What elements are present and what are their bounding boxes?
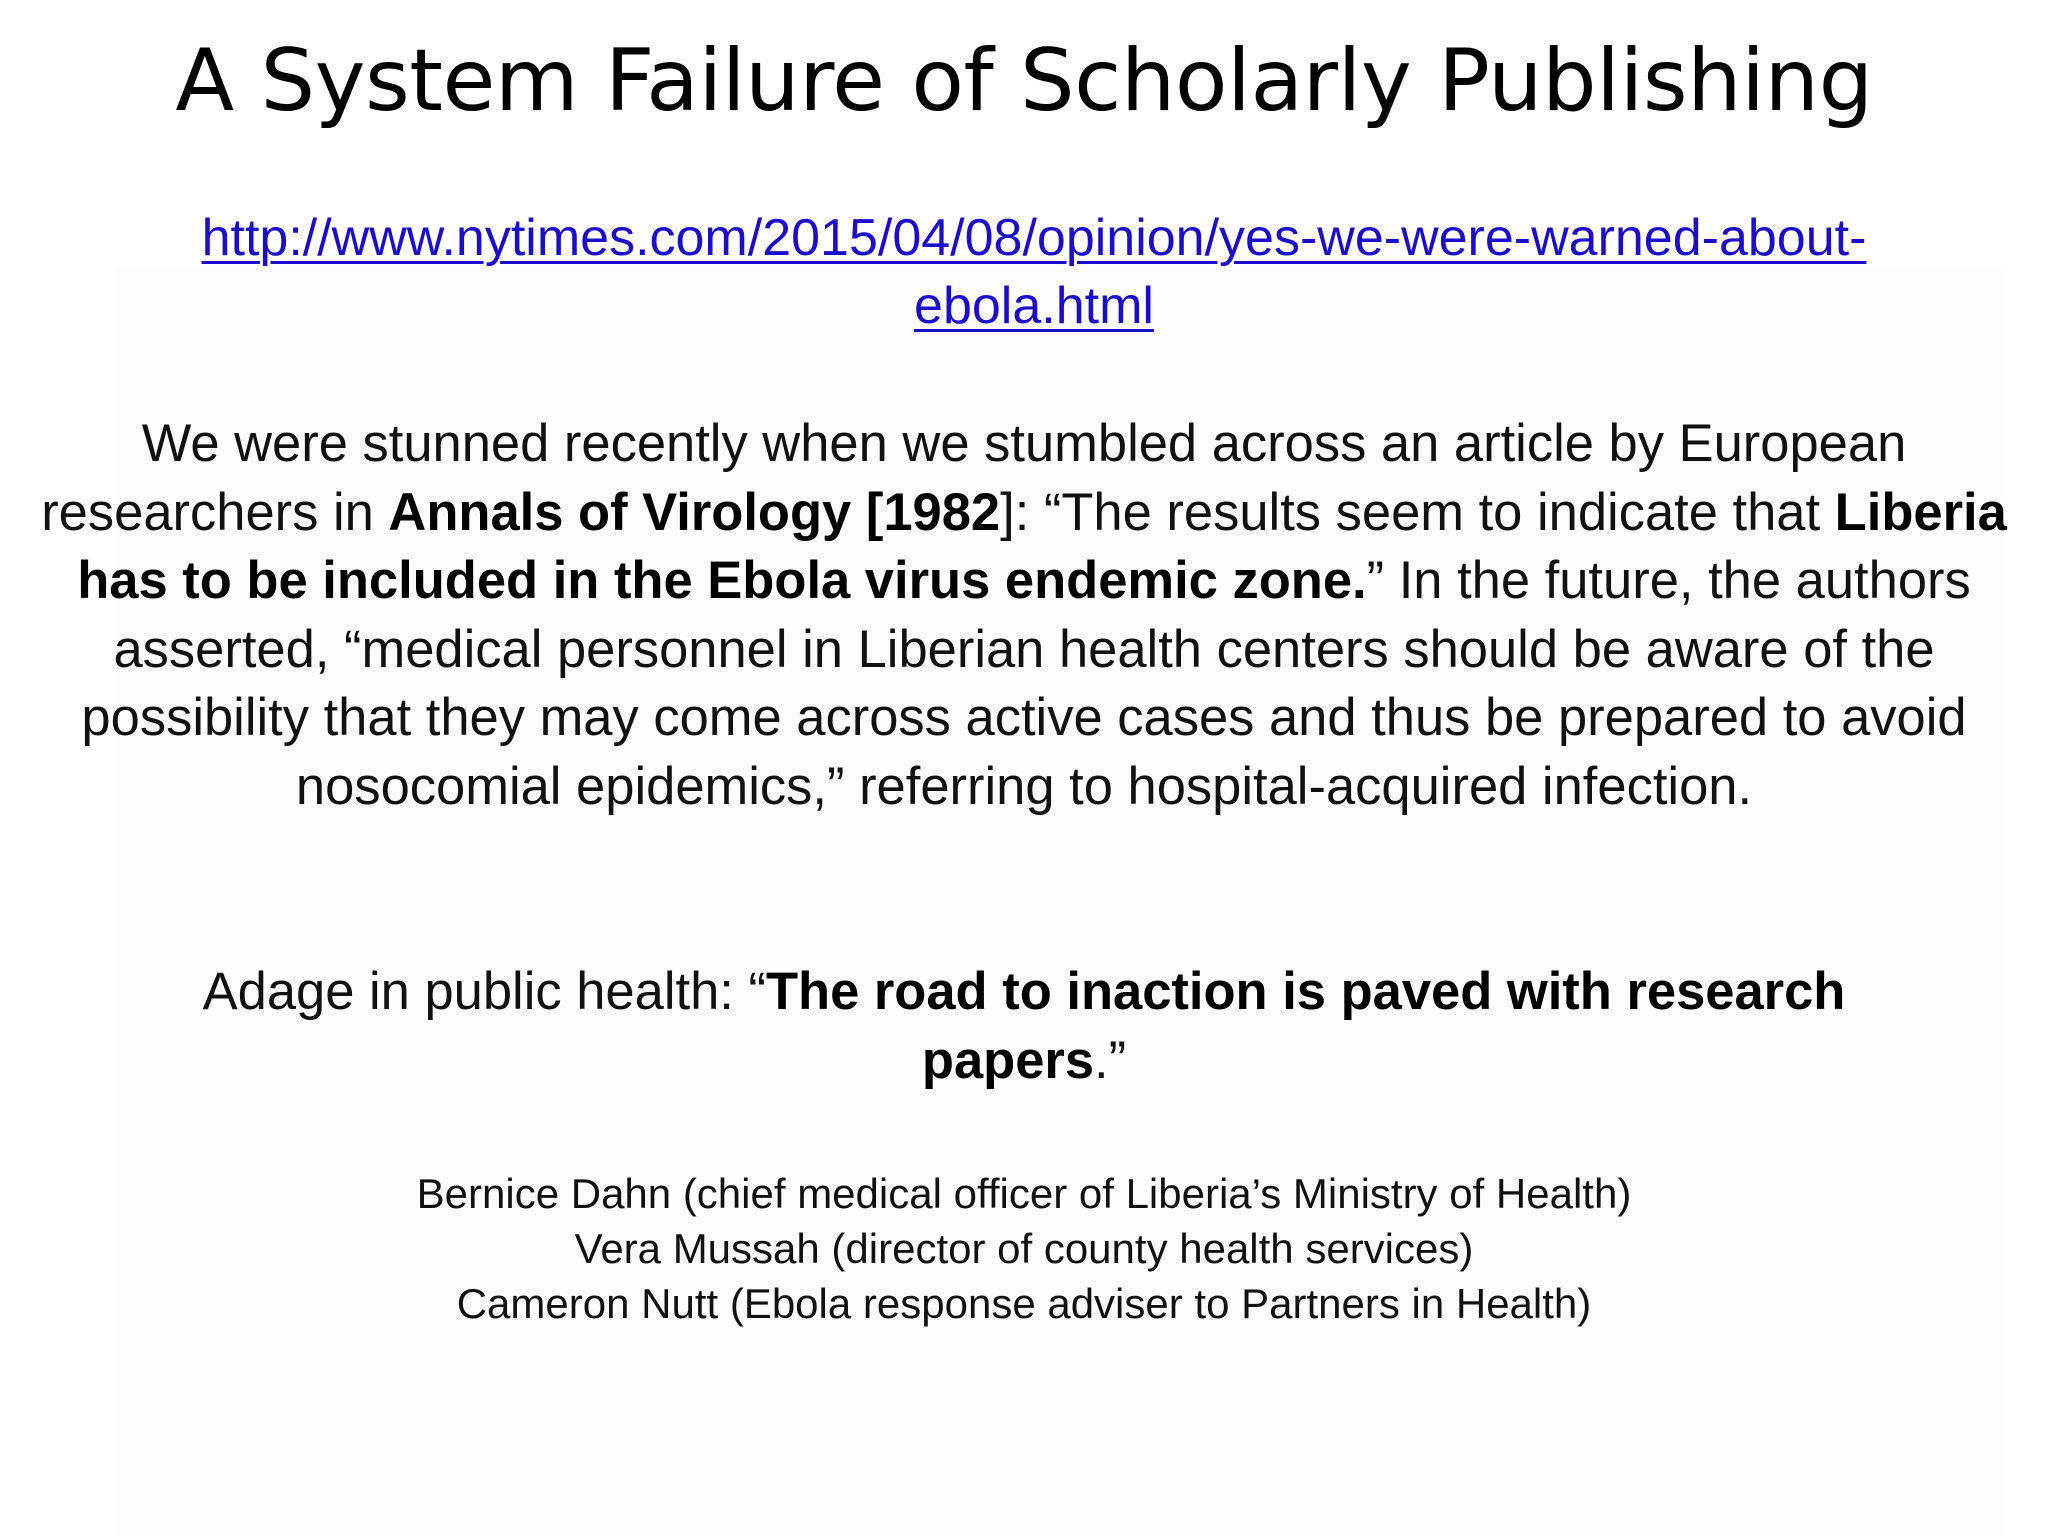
adage-paragraph [110,958,1938,1095]
quote-bold-finding: Liberia has to be included in the Ebola virus endemic zone. [77,482,2007,611]
quote-text-2: ]: “The results seem to indicate that [1000,482,1835,542]
quote-text-3: ” In the future, the authors asserted, “medical personnel in Liberian health centers should be aware of the possibility that they may come across active cases and thus be prepared to avoid nosocomial epidemics,” referring to hospital-acquired infection. [81,551,1971,816]
author-line: Bernice Dahn (chief medical officer of Liberia’s Ministry of Health) [416,1170,1632,1217]
source-link-line-1[interactable]: http://www.nytimes.com/2015/04/08/opinion/yes-we-were-warned-about- [201,209,1867,267]
slide-title: A System Failure of Scholarly Publishing [175,31,1873,131]
authors-list [160,1166,1888,1331]
source-link[interactable] [90,204,1978,340]
quote-paragraph [40,410,2008,822]
adage-prefix: Adage in public health: “ [202,962,766,1021]
author-line: Vera Mussah (director of county health services) [574,1225,1474,1272]
source-link-line-2[interactable]: ebola.html [914,277,1154,335]
adage-bold: The road to inaction is paved with research papers [765,962,1846,1090]
adage-suffix: .” [1094,1030,1127,1090]
author-line: Cameron Nutt (Ebola response adviser to Partners in Health) [456,1280,1592,1327]
quote-text-1: We were stunned recently when we stumbled across an article by European researchers in [41,414,1907,542]
quote-bold-journal: Annals of Virology [1982 [388,482,1001,542]
